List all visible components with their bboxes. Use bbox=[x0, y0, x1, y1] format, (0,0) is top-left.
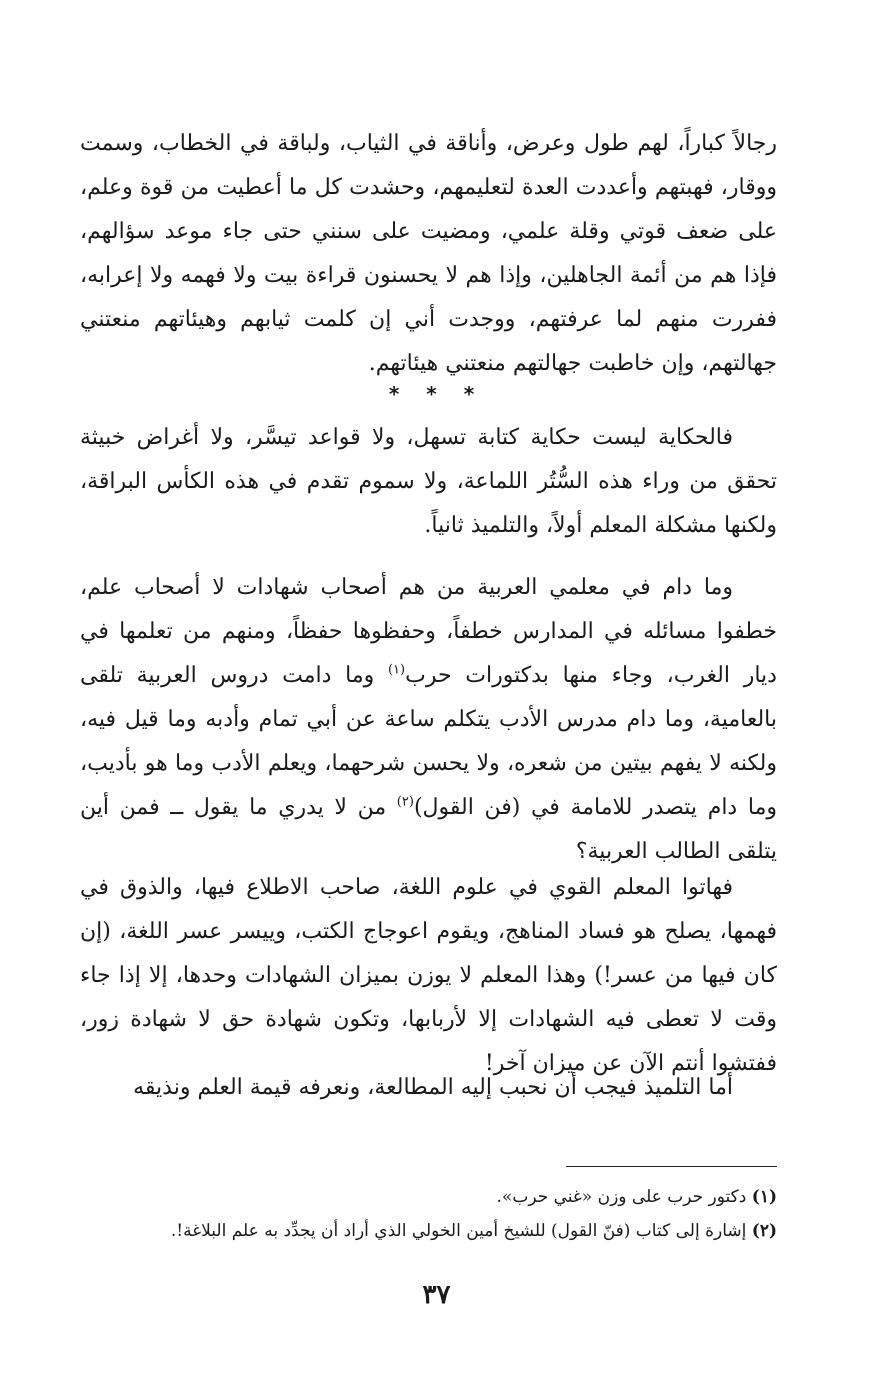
paragraph-text: فهاتوا المعلم القوي في علوم اللغة، صاحب الاطلاع فيها، والذوق في فهمها، يصلح هو فساد المناهج، ويقوم اعوجاج الكتب، وييسر عسر اللغة، (إن كان فيها من عسر!) وهذا المعلم لا يوزن بميزان الشهادات وحدها، إلا إذا جاء وقت لا تعطى فيه الشهادات إلا لأربابها، وتكون شهادة حق لا شهادة زور، ففتشوا أنتم الآن عن ميزان آخر! bbox=[80, 875, 777, 1076]
page-number: ٣٧ bbox=[422, 1280, 451, 1310]
footnote-text: دكتور حرب على وزن «غني حرب». bbox=[496, 1187, 747, 1207]
paragraph-3 bbox=[80, 566, 777, 874]
section-separator: * * * bbox=[388, 382, 485, 406]
paragraph-2 bbox=[80, 416, 777, 548]
paragraph-text: رجالاً كباراً، لهم طول وعرض، وأناقة في الثياب، ولباقة في الخطاب، وسمت ووقار، فهبتهم وأعددت العدة لتعليمهم، وحشدت كل ما أعطيت من قوة وعلم، على ضعف قوتي وقلة علمي، ومضيت على سنني حتى جاء موعد سؤالهم، فإذا هم من أئمة الجاهلين، وإذا هم لا يحسنون قراءة بيت ولا فهمه ولا إعرابه، ففررت منهم لما عرفتهم، ووجدت أني إن كلمت ثيابهم وهيئاتهم منعتني جهالتهم، وإن خاطبت جهالتهم منعتني هيئاتهم. bbox=[80, 131, 778, 376]
footnotes bbox=[80, 1180, 777, 1248]
footnote-divider bbox=[566, 1166, 777, 1167]
paragraph-text: فالحكاية ليست حكاية كتابة تسهل، ولا قواعد تيسَّر، ولا أغراض خبيثة تحقق من وراء هذه السُّتُر اللماعة، ولا سموم تقدم في هذه الكأس البراقة، ولكنها مشكلة المعلم أولاً، والتلميذ ثانياً. bbox=[80, 425, 777, 538]
paragraph-text bbox=[80, 566, 777, 874]
footnote-number: (١) bbox=[751, 1187, 777, 1207]
footnote-2 bbox=[80, 1214, 777, 1248]
paragraph-4 bbox=[80, 866, 777, 1086]
footnote-1 bbox=[80, 1180, 777, 1214]
footnote-text: إشارة إلى كتاب (فنّ القول) للشيخ أمين الخولي الذي أراد أن يجدِّد به علم البلاغة!. bbox=[170, 1221, 747, 1241]
paragraph-1 bbox=[80, 122, 777, 386]
footnote-ref-2: (٢) bbox=[396, 794, 414, 810]
paragraph-text: أما التلميذ فيجب أن نحبب إليه المطالعة، ونعرفه قيمة العلم ونذيقه bbox=[133, 1075, 733, 1100]
footnote-ref-1: (١) bbox=[387, 662, 406, 678]
footnote-number: (٢) bbox=[751, 1221, 777, 1241]
paragraph-text-part: وما دامت دروس العربية تلقى بالعامية، وما دام مدرس الأدب يتكلم ساعة عن أبي تمام وأدبه وما قيل فيه، ولكنه لا يفهم بيتين من شعره، ولا يحسن شرحهما، ويعلم الأدب وما هو بأديب، وما دام يتصدر للامامة في (فن القول) bbox=[80, 663, 778, 820]
paragraph-text-part: وما دام في معلمي العربية من هم أصحاب شهادات لا أصحاب علم، خطفوا مسائله في المدارس خطفاً، وحفظوها حفظاً، ومنهم من تعلمها في ديار الغرب، وجاء منها بدكتورات حرب bbox=[80, 575, 777, 688]
paragraph-5 bbox=[80, 1066, 777, 1110]
paragraph-text-part: من لا يدري ما يقول ــ فمن أين يتلقى الطالب العربية؟ bbox=[80, 795, 777, 864]
